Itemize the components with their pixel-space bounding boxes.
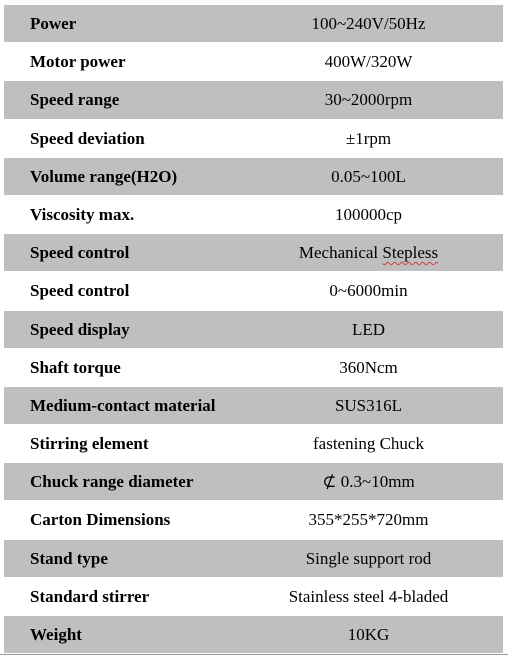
spec-value: 0.05~100L xyxy=(331,166,406,186)
spec-label: Weight xyxy=(30,625,82,644)
spec-value: 100~240V/50Hz xyxy=(311,14,426,33)
spec-label: Chuck range diameter xyxy=(30,472,194,492)
spec-value: 100000cp xyxy=(334,204,403,224)
spec-value xyxy=(234,234,503,272)
spec-value: 400W/320W xyxy=(324,52,413,72)
spec-row-chuck-range-diameter xyxy=(4,462,503,500)
spec-row-stirring-element xyxy=(4,424,503,462)
spec-label: Medium-contact material xyxy=(30,395,216,415)
spec-row-stand-type xyxy=(4,539,503,577)
spec-label: Stand type xyxy=(30,548,108,568)
spec-row-volume-range xyxy=(4,157,503,195)
spec-label: Speed control xyxy=(30,281,130,301)
spec-label: Speed display xyxy=(30,319,130,339)
spec-row-shaft-torque xyxy=(4,348,503,386)
spec-row-speed-range xyxy=(4,80,503,118)
spec-row-speed-deviation xyxy=(4,119,503,157)
spec-value: SUS316L xyxy=(334,395,403,415)
spec-value: Single support rod xyxy=(305,548,432,568)
spec-row-weight xyxy=(4,615,503,653)
spec-row-viscosity-max xyxy=(4,195,503,233)
spec-row-speed-control-type xyxy=(4,233,503,271)
spec-row-carton-dimensions xyxy=(4,500,503,538)
spec-label: Motor power xyxy=(30,52,126,72)
spec-label: Shaft torque xyxy=(30,357,121,377)
spec-label: Power xyxy=(30,14,77,33)
spec-label: Stirring element xyxy=(30,434,149,454)
spec-value: 0~6000min xyxy=(329,281,408,301)
spec-row-power xyxy=(4,4,503,42)
spec-value-prefix: Mechanical xyxy=(298,243,383,263)
spec-value: ⊄ 0.3~10mm xyxy=(322,472,415,492)
spec-value: 360Ncm xyxy=(339,357,398,377)
spec-row-medium-contact-material xyxy=(4,386,503,424)
bottom-divider xyxy=(0,654,508,655)
spec-label: Carton Dimensions xyxy=(30,510,171,530)
spec-value: 355*255*720mm xyxy=(308,510,429,530)
spec-label: Speed deviation xyxy=(30,128,145,148)
spec-value: 30~2000rpm xyxy=(324,90,413,110)
spec-row-standard-stirrer xyxy=(4,577,503,615)
spec-row-motor-power xyxy=(4,42,503,80)
spec-value-spellchecked-word: Stepless xyxy=(382,243,439,263)
spec-value: 10KG xyxy=(347,625,390,644)
spec-value: Stainless steel 4-bladed xyxy=(288,586,449,606)
spec-label: Speed control xyxy=(30,243,130,263)
spec-label: Volume range(H2O) xyxy=(30,166,178,186)
spec-value: LED xyxy=(351,319,386,339)
spec-value: fastening Chuck xyxy=(313,434,424,454)
spec-table xyxy=(0,4,508,653)
spec-label: Standard stirrer xyxy=(30,586,150,606)
spec-value: ±1rpm xyxy=(345,128,392,148)
spec-label: Speed range xyxy=(30,90,120,110)
spec-row-speed-display xyxy=(4,310,503,348)
spec-label: Viscosity max. xyxy=(30,204,135,224)
spec-row-speed-control-range xyxy=(4,271,503,309)
